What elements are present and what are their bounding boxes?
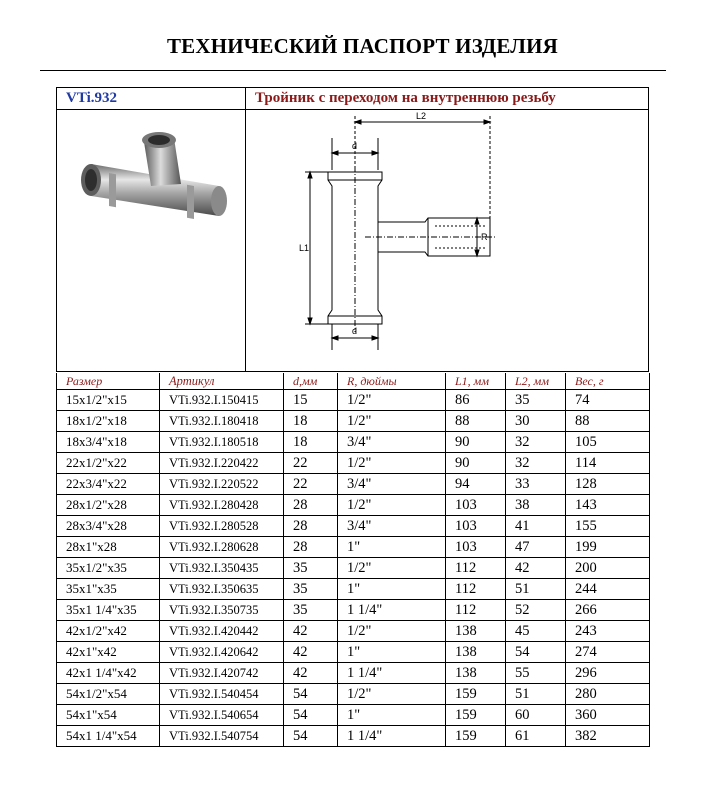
cell-article: VTi.932.I.540654 bbox=[160, 705, 284, 726]
title-underline bbox=[40, 70, 666, 71]
cell-d: 35 bbox=[284, 558, 338, 579]
table-row bbox=[57, 579, 650, 600]
header-d: d,мм bbox=[284, 373, 338, 390]
cell-size: 18x3/4"x18 bbox=[57, 432, 160, 453]
cell-l1: 90 bbox=[446, 453, 506, 474]
cell-r: 3/4" bbox=[338, 474, 446, 495]
cell-size: 42x1 1/4"x42 bbox=[57, 663, 160, 684]
cell-l2: 51 bbox=[506, 684, 566, 705]
product-header-box bbox=[56, 87, 649, 372]
cell-r: 1" bbox=[338, 579, 446, 600]
cell-r: 1/2" bbox=[338, 495, 446, 516]
cell-d: 35 bbox=[284, 579, 338, 600]
label-d-bottom: d bbox=[352, 326, 358, 336]
cell-r: 1 1/4" bbox=[338, 663, 446, 684]
cell-d: 35 bbox=[284, 600, 338, 621]
cell-l1: 159 bbox=[446, 684, 506, 705]
table-row bbox=[57, 516, 650, 537]
cell-size: 28x1/2"x28 bbox=[57, 495, 160, 516]
cell-l2: 38 bbox=[506, 495, 566, 516]
cell-l2: 52 bbox=[506, 600, 566, 621]
table-row bbox=[57, 453, 650, 474]
product-description: Тройник с переходом на внутреннюю резьбу bbox=[255, 90, 556, 106]
cell-article: VTi.932.I.220422 bbox=[160, 453, 284, 474]
cell-l2: 61 bbox=[506, 726, 566, 747]
cell-l1: 103 bbox=[446, 537, 506, 558]
document-title: ТЕХНИЧЕСКИЙ ПАСПОРТ ИЗДЕЛИЯ bbox=[166, 34, 559, 58]
cell-d: 28 bbox=[284, 495, 338, 516]
header-weight: Вес, г bbox=[566, 373, 650, 390]
cell-weight: 243 bbox=[566, 621, 650, 642]
cell-l2: 41 bbox=[506, 516, 566, 537]
cell-l1: 112 bbox=[446, 579, 506, 600]
cell-size: 18x1/2"x18 bbox=[57, 411, 160, 432]
cell-weight: 274 bbox=[566, 642, 650, 663]
cell-size: 15x1/2"x15 bbox=[57, 390, 160, 411]
cell-weight: 200 bbox=[566, 558, 650, 579]
cell-l1: 103 bbox=[446, 495, 506, 516]
cell-article: VTi.932.I.420442 bbox=[160, 621, 284, 642]
cell-l2: 32 bbox=[506, 432, 566, 453]
cell-size: 28x3/4"x28 bbox=[57, 516, 160, 537]
cell-weight: 155 bbox=[566, 516, 650, 537]
cell-weight: 244 bbox=[566, 579, 650, 600]
cell-size: 42x1"x42 bbox=[57, 642, 160, 663]
cell-article: VTi.932.I.180518 bbox=[160, 432, 284, 453]
cell-l1: 90 bbox=[446, 432, 506, 453]
cell-d: 15 bbox=[284, 390, 338, 411]
cell-article: VTi.932.I.180418 bbox=[160, 411, 284, 432]
cell-size: 54x1 1/4"x54 bbox=[57, 726, 160, 747]
table-row bbox=[57, 495, 650, 516]
cell-l2: 45 bbox=[506, 621, 566, 642]
cell-l1: 159 bbox=[446, 705, 506, 726]
cell-l1: 159 bbox=[446, 726, 506, 747]
cell-l2: 42 bbox=[506, 558, 566, 579]
label-d-top: d bbox=[352, 141, 358, 151]
table-row bbox=[57, 705, 650, 726]
cell-d: 54 bbox=[284, 684, 338, 705]
cell-r: 1" bbox=[338, 705, 446, 726]
cell-d: 18 bbox=[284, 432, 338, 453]
cell-l2: 60 bbox=[506, 705, 566, 726]
cell-r: 1/2" bbox=[338, 558, 446, 579]
cell-l2: 55 bbox=[506, 663, 566, 684]
cell-l2: 33 bbox=[506, 474, 566, 495]
cell-weight: 266 bbox=[566, 600, 650, 621]
table-row bbox=[57, 600, 650, 621]
cell-l2: 32 bbox=[506, 453, 566, 474]
table-row bbox=[57, 474, 650, 495]
cell-article: VTi.932.I.350735 bbox=[160, 600, 284, 621]
table-row bbox=[57, 621, 650, 642]
cell-l1: 138 bbox=[446, 642, 506, 663]
specification-table bbox=[56, 373, 650, 747]
cell-weight: 199 bbox=[566, 537, 650, 558]
cell-l2: 47 bbox=[506, 537, 566, 558]
header-l1: L1, мм bbox=[446, 373, 506, 390]
header-size: Размер bbox=[57, 373, 160, 390]
cell-l1: 103 bbox=[446, 516, 506, 537]
cell-l1: 112 bbox=[446, 600, 506, 621]
cell-d: 22 bbox=[284, 453, 338, 474]
cell-l1: 138 bbox=[446, 621, 506, 642]
cell-size: 22x1/2"x22 bbox=[57, 453, 160, 474]
cell-r: 1/2" bbox=[338, 453, 446, 474]
cell-d: 42 bbox=[284, 663, 338, 684]
product-code: VTi.932 bbox=[66, 90, 117, 106]
cell-article: VTi.932.I.150415 bbox=[160, 390, 284, 411]
cell-article: VTi.932.I.420742 bbox=[160, 663, 284, 684]
header-l2: L2, мм bbox=[506, 373, 566, 390]
label-l2: L2 bbox=[416, 111, 427, 121]
cell-article: VTi.932.I.280628 bbox=[160, 537, 284, 558]
cell-article: VTi.932.I.540454 bbox=[160, 684, 284, 705]
cell-l1: 94 bbox=[446, 474, 506, 495]
cell-d: 54 bbox=[284, 705, 338, 726]
table-row bbox=[57, 537, 650, 558]
cell-r: 1 1/4" bbox=[338, 726, 446, 747]
cell-l2: 51 bbox=[506, 579, 566, 600]
technical-drawing bbox=[265, 110, 495, 368]
cell-r: 1" bbox=[338, 537, 446, 558]
table-row bbox=[57, 684, 650, 705]
cell-l1: 88 bbox=[446, 411, 506, 432]
cell-r: 1/2" bbox=[338, 411, 446, 432]
cell-l1: 138 bbox=[446, 663, 506, 684]
cell-weight: 143 bbox=[566, 495, 650, 516]
cell-r: 1/2" bbox=[338, 390, 446, 411]
cell-size: 35x1 1/4"x35 bbox=[57, 600, 160, 621]
cell-l1: 86 bbox=[446, 390, 506, 411]
table-row bbox=[57, 411, 650, 432]
cell-weight: 114 bbox=[566, 453, 650, 474]
cell-weight: 382 bbox=[566, 726, 650, 747]
cell-size: 42x1/2"x42 bbox=[57, 621, 160, 642]
cell-size: 54x1"x54 bbox=[57, 705, 160, 726]
table-header-row bbox=[57, 373, 650, 390]
cell-weight: 88 bbox=[566, 411, 650, 432]
cell-l2: 35 bbox=[506, 390, 566, 411]
cell-r: 1 1/4" bbox=[338, 600, 446, 621]
cell-article: VTi.932.I.540754 bbox=[160, 726, 284, 747]
table-row bbox=[57, 663, 650, 684]
cell-d: 28 bbox=[284, 516, 338, 537]
cell-r: 1/2" bbox=[338, 621, 446, 642]
cell-article: VTi.932.I.220522 bbox=[160, 474, 284, 495]
cell-l1: 112 bbox=[446, 558, 506, 579]
cell-d: 28 bbox=[284, 537, 338, 558]
table-row bbox=[57, 390, 650, 411]
cell-weight: 296 bbox=[566, 663, 650, 684]
cell-weight: 128 bbox=[566, 474, 650, 495]
cell-size: 35x1/2"x35 bbox=[57, 558, 160, 579]
cell-article: VTi.932.I.420642 bbox=[160, 642, 284, 663]
cell-r: 1" bbox=[338, 642, 446, 663]
cell-weight: 105 bbox=[566, 432, 650, 453]
cell-l2: 30 bbox=[506, 411, 566, 432]
cell-article: VTi.932.I.350435 bbox=[160, 558, 284, 579]
cell-d: 42 bbox=[284, 642, 338, 663]
header-article: Артикул bbox=[160, 373, 284, 390]
cell-article: VTi.932.I.280528 bbox=[160, 516, 284, 537]
cell-size: 28x1"x28 bbox=[57, 537, 160, 558]
cell-weight: 74 bbox=[566, 390, 650, 411]
header-divider bbox=[245, 88, 246, 371]
cell-weight: 360 bbox=[566, 705, 650, 726]
cell-size: 54x1/2"x54 bbox=[57, 684, 160, 705]
table-row bbox=[57, 432, 650, 453]
cell-article: VTi.932.I.350635 bbox=[160, 579, 284, 600]
label-l1: L1 bbox=[299, 243, 310, 253]
cell-d: 22 bbox=[284, 474, 338, 495]
table-row bbox=[57, 642, 650, 663]
cell-size: 35x1"x35 bbox=[57, 579, 160, 600]
cell-weight: 280 bbox=[566, 684, 650, 705]
table-row bbox=[57, 558, 650, 579]
product-photo bbox=[69, 124, 239, 239]
cell-d: 42 bbox=[284, 621, 338, 642]
label-r: R bbox=[481, 232, 488, 242]
cell-d: 18 bbox=[284, 411, 338, 432]
cell-l2: 54 bbox=[506, 642, 566, 663]
header-r: R, дюймы bbox=[338, 373, 446, 390]
cell-r: 3/4" bbox=[338, 516, 446, 537]
cell-size: 22x3/4"x22 bbox=[57, 474, 160, 495]
cell-r: 1/2" bbox=[338, 684, 446, 705]
cell-r: 3/4" bbox=[338, 432, 446, 453]
cell-article: VTi.932.I.280428 bbox=[160, 495, 284, 516]
table-row bbox=[57, 726, 650, 747]
cell-d: 54 bbox=[284, 726, 338, 747]
